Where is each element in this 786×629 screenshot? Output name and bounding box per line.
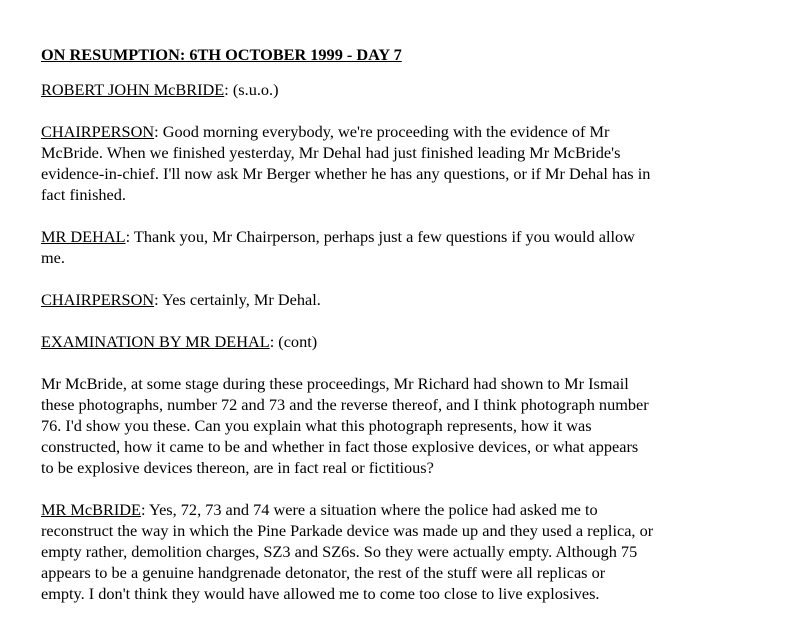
transcript-page bbox=[41, 44, 761, 625]
paragraph-text: : Thank you, Mr Chairperson, perhaps just a few questions if you would allow bbox=[125, 227, 635, 246]
speaker-name: ROBERT JOHN McBRIDE bbox=[41, 80, 225, 99]
paragraph-line bbox=[41, 499, 761, 520]
paragraph-line: evidence-in-chief. I'll now ask Mr Berger whether he has any questions, or if Mr Dehal has in bbox=[41, 164, 651, 183]
paragraph-line: these photographs, number 72 and 73 and the reverse thereof, and I think photograph number bbox=[41, 395, 649, 414]
paragraph-line: Mr McBride, at some stage during these proceedings, Mr Richard had shown to Mr Ismail bbox=[41, 374, 629, 393]
paragraph-line bbox=[41, 289, 761, 310]
paragraph-line: appears to be a genuine handgrenade detonator, the rest of the stuff were all replicas or bbox=[41, 563, 606, 582]
speaker-name: EXAMINATION BY MR DEHAL bbox=[41, 332, 270, 351]
paragraph-text: : Yes, 72, 73 and 74 were a situation where the police had asked me to bbox=[140, 500, 598, 519]
paragraph-line: empty. I don't think they would have allowed me to come too close to live explosives. bbox=[41, 584, 600, 603]
speaker-name: CHAIRPERSON bbox=[41, 122, 155, 141]
paragraph-line: me. bbox=[41, 248, 65, 267]
paragraph-line bbox=[41, 331, 761, 352]
speaker-name: MR McBRIDE bbox=[41, 500, 141, 519]
paragraph-text: : Good morning everybody, we're proceeding with the evidence of Mr bbox=[154, 122, 610, 141]
paragraph-dehal-question bbox=[41, 373, 761, 478]
paragraph-line: McBride. When we finished yesterday, Mr Dehal had just finished leading Mr McBride's bbox=[41, 143, 621, 162]
paragraph-examination-heading bbox=[41, 331, 761, 352]
speaker-name: CHAIRPERSON bbox=[41, 290, 155, 309]
paragraph-line: 76. I'd show you these. Can you explain what this photograph represents, how it was bbox=[41, 416, 592, 435]
resumption-heading: ON RESUMPTION: 6TH OCTOBER 1999 - DAY 7 bbox=[41, 45, 402, 64]
paragraph-chairperson-opening bbox=[41, 121, 761, 205]
paragraph-mcbride-answer bbox=[41, 499, 761, 604]
paragraph-line: reconstruct the way in which the Pine Parkade device was made up and they used a replica, or bbox=[41, 521, 654, 540]
paragraph-mcbride-suo bbox=[41, 79, 761, 100]
paragraph-line bbox=[41, 121, 761, 142]
paragraph-dehal-thanks bbox=[41, 226, 761, 268]
paragraph-text: : (s.u.o.) bbox=[224, 80, 279, 99]
paragraph-text: : Yes certainly, Mr Dehal. bbox=[154, 290, 321, 309]
paragraph-chairperson-reply bbox=[41, 289, 761, 310]
paragraph-line bbox=[41, 226, 761, 247]
speaker-name: MR DEHAL bbox=[41, 227, 126, 246]
paragraph-line: to be explosive devices thereon, are in fact real or fictitious? bbox=[41, 458, 434, 477]
paragraph-line: empty rather, demolition charges, SZ3 and SZ6s. So they were actually empty. Although 75 bbox=[41, 542, 638, 561]
paragraph-line: constructed, how it came to be and whether in fact those explosive devices, or what appears bbox=[41, 437, 639, 456]
paragraph-line: fact finished. bbox=[41, 185, 126, 204]
paragraph-line bbox=[41, 79, 761, 100]
paragraph-text: : (cont) bbox=[269, 332, 318, 351]
